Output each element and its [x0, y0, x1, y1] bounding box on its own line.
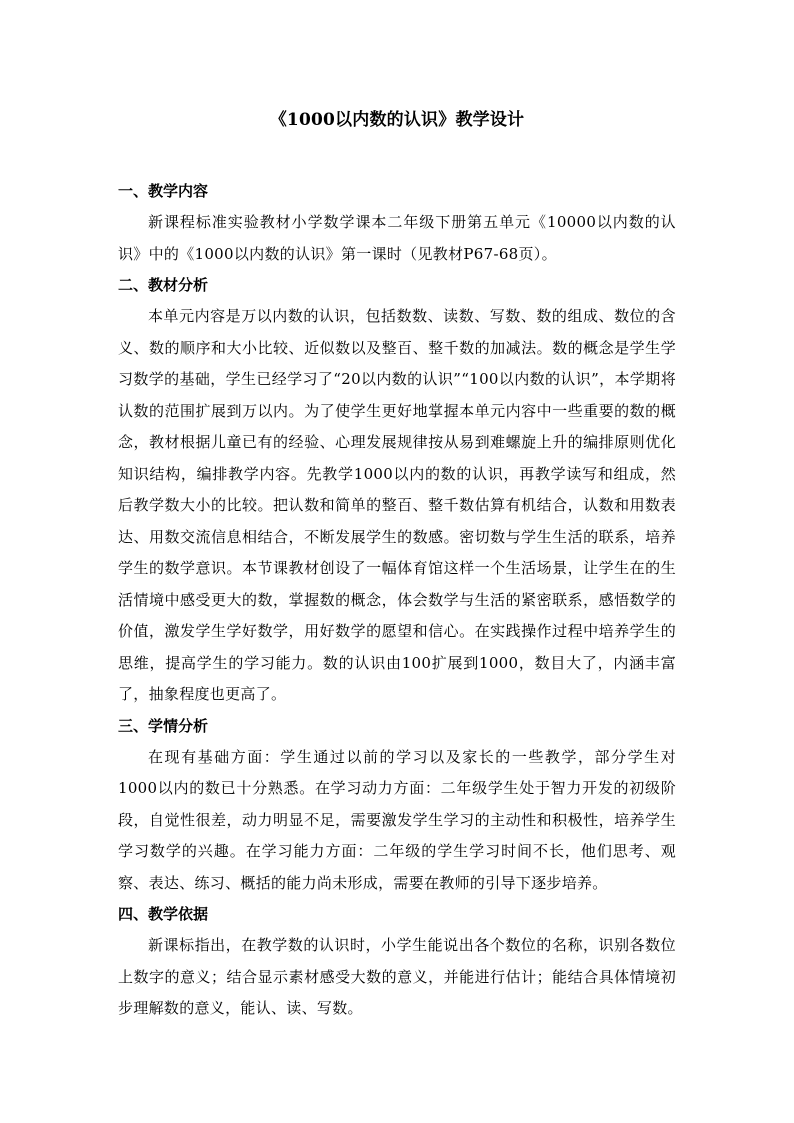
section-teaching-content [118, 176, 676, 270]
section-paragraph: 在现有基础方面：学生通过以前的学习以及家长的一些教学，部分学生对1000以内的数已十分熟悉。在学习动力方面：二年级学生处于智力开发的初级阶段，自觉性很差，动力明显不足，需要激发学生学习的主动性和积极性，培养学生学习数学的兴趣。在学习能力方面：二年级的学生学习时间不长，他们思考、观察、表达、练习、概括的能力尚未形成，需要在教师的引导下逐步培养。 [118, 747, 676, 892]
section-paragraph: 本单元内容是万以内数的认识，包括数数、读数、写数、数的组成、数位的含义、数的顺序和大小比较、近似数以及整百、整千数的加减法。数的概念是学生学习数学的基础，学生已经学习了“20以内数的认识”“100以内数的认识”，本学期将认数的范围扩展到万以内。为了使学生更好地掌握本单元内容中一些重要的数的概念，教材根据儿童已有的经验、心理发展规律按从易到难螺旋上升的编排原则优化知识结构，编排教学内容。先教学1000以内的数的认识，再教学读写和组成，然后教学数大小的比较。把认数和简单的整百、整千数估算有机结合，认数和用数表达、用数交流信息相结合，不断发展学生的数感。密切数与学生生活的联系，培养学生的数学意识。本节课教材创设了一幅体育馆这样一个生活场景，让学生在的生活情境中感受更大的数，掌握数的概念，体会数学与生活的紧密联系，感悟数学的价值，激发学生学好数学，用好数学的愿望和信心。在实践操作过程中培养学生的思维，提高学生的学习能力。数的认识由100扩展到1000，数目大了，内涵丰富了，抽象程度也更高了。 [118, 307, 676, 703]
document-title: 《1000以内数的认识》教学设计 [269, 110, 525, 130]
section-heading: 四、教学依据 [118, 905, 209, 923]
section-student-analysis [118, 711, 676, 900]
section-heading: 一、教学内容 [118, 182, 209, 200]
section-heading: 三、学情分析 [118, 716, 209, 735]
section-paragraph: 新课标指出，在教学数的认识时，小学生能说出各个数位的名称，识别各数位上数字的意义；结合显示素材感受大数的意义，并能进行估计；能结合具体情境初步理解数的意义，能认、读、写数。 [118, 936, 676, 1017]
section-teaching-basis [118, 899, 676, 1025]
section-heading: 二、教材分析 [118, 276, 209, 294]
section-paragraph: 新课程标准实验教材小学数学课本二年级下册第五单元《10000以内数的认识》中的《1000以内数的认识》第一课时（见教材P67-68页）。 [118, 213, 676, 263]
section-textbook-analysis [118, 270, 676, 711]
document-body [118, 108, 676, 1025]
